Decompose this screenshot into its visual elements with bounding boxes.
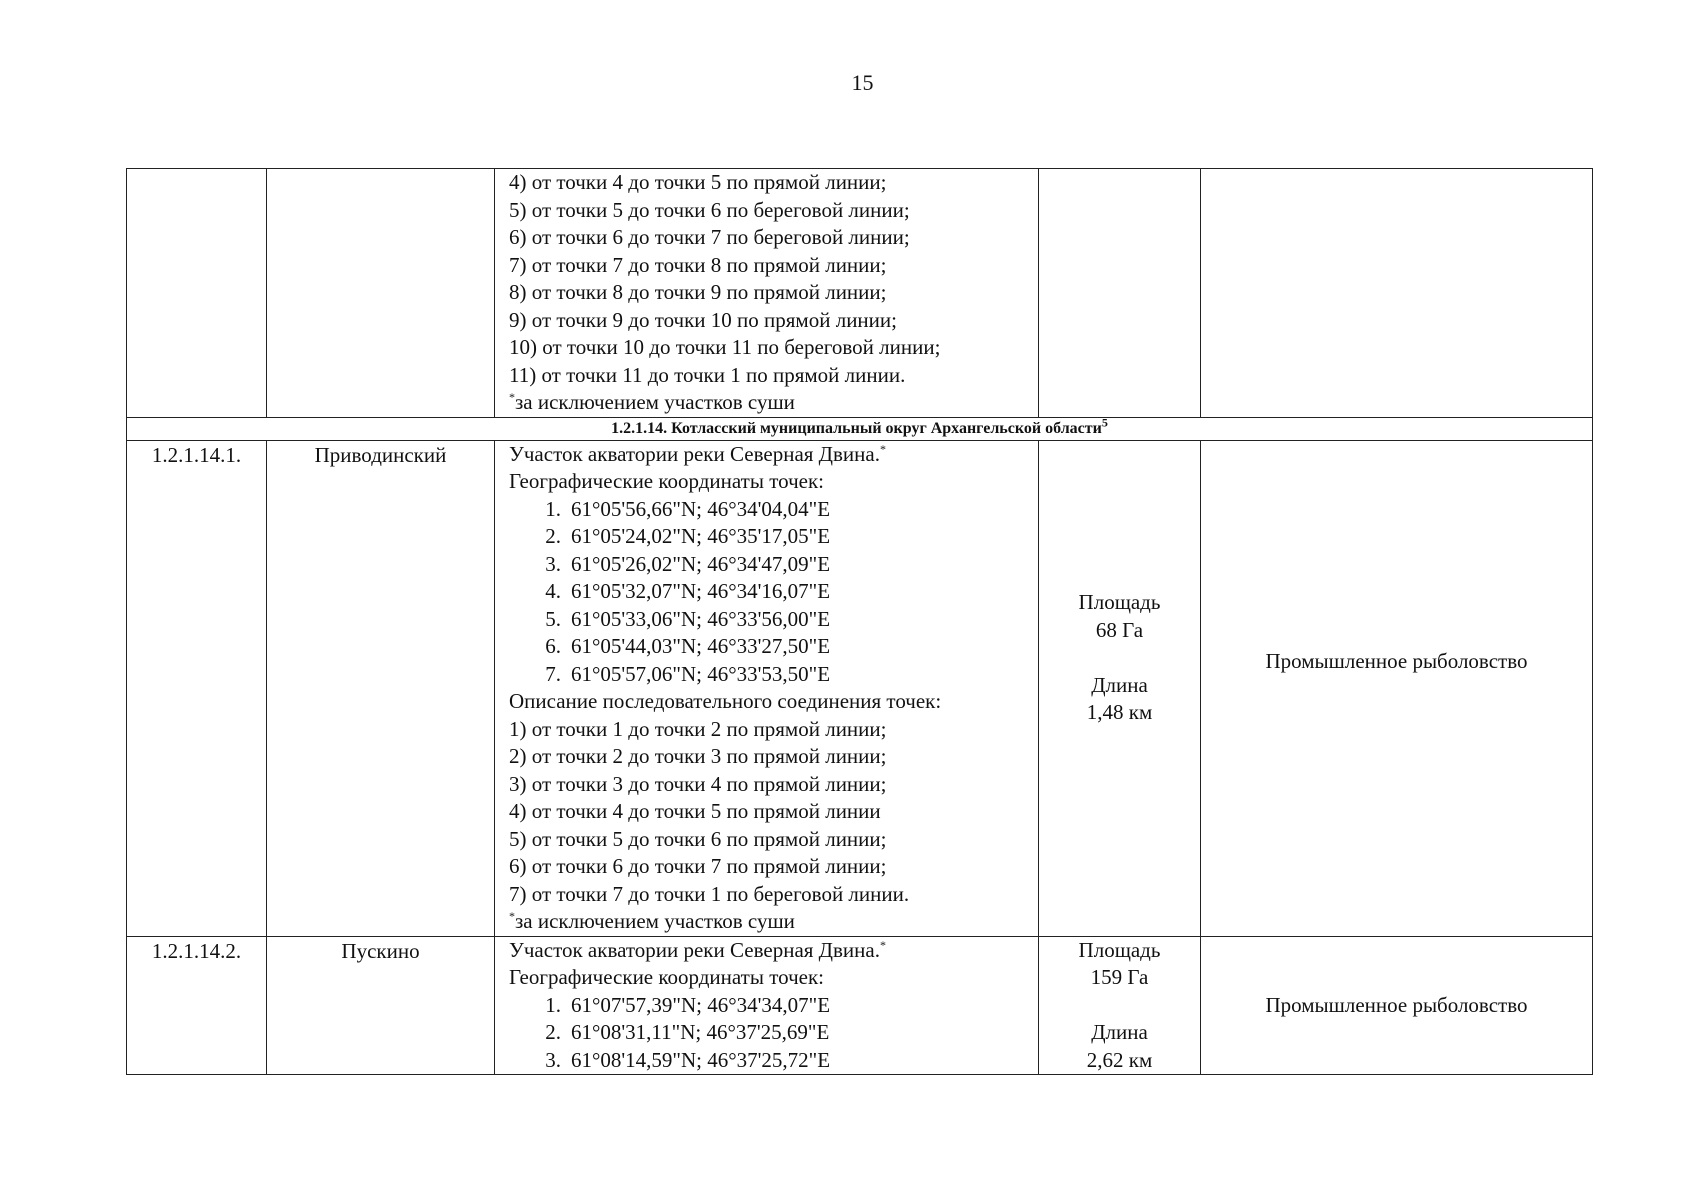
connection-line: 7) от точки 7 до точки 8 по прямой линии; xyxy=(509,252,887,277)
coords-heading: Географические координаты точек: xyxy=(509,469,824,493)
footnote-line: *за исключением участков суши xyxy=(509,909,795,933)
connection-heading: Описание последовательного соединения точек: xyxy=(509,689,942,713)
table-row xyxy=(127,440,1593,936)
connection-line: 9) от точки 9 до точки 10 по прямой линии; xyxy=(509,307,897,332)
row-name: Приводинский xyxy=(267,440,495,936)
list-item: 3. 61°05'26,02"N; 46°34'47,09"E xyxy=(545,551,831,576)
usage-text: Промышленное рыболовство xyxy=(1265,649,1528,673)
table-row-continuation xyxy=(127,169,1593,418)
list-item: 1. 61°07'57,39"N; 46°34'34,07"E xyxy=(545,992,831,1017)
list-item: 2. 61°08'31,11"N; 46°37'25,69"E xyxy=(545,1020,830,1044)
connection-line: 5) от точки 5 до точки 6 по береговой линии; xyxy=(509,197,910,222)
table-row xyxy=(127,936,1593,1075)
footnote-text: за исключением участков суши xyxy=(515,390,795,414)
list-item: 4. 61°05'32,07"N; 46°34'16,07"E xyxy=(545,579,831,603)
length-label: Длина xyxy=(1091,1020,1148,1044)
connection-line: 3) от точки 3 до точки 4 по прямой линии; xyxy=(509,771,887,796)
cell-size xyxy=(1039,936,1201,1075)
section-title: 1.2.1.14. Котласский муниципальный округ Архангельской области$^5$ xyxy=(127,417,1593,440)
size-block xyxy=(1039,937,1200,1075)
connection-line: 1) от точки 1 до точки 2 по прямой линии; xyxy=(509,716,887,741)
connection-line: 11) от точки 11 до точки 1 по прямой линии. xyxy=(509,362,906,387)
connection-line: 4) от точки 4 до точки 5 по прямой линии; xyxy=(509,170,887,194)
section-note-mark: 5 xyxy=(1101,415,1108,430)
cell-name-empty xyxy=(267,169,495,418)
list-item: 6. 61°05'44,03"N; 46°33'27,50"E xyxy=(545,634,831,658)
connection-line: 10) от точки 10 до точки 11 по береговой линии; xyxy=(509,335,941,359)
list-item: 3. 61°08'14,59"N; 46°37'25,72"E xyxy=(545,1047,831,1072)
row-number: 1.2.1.14.2. xyxy=(127,936,267,1075)
intro-mark: * xyxy=(879,441,886,456)
cell-usage-empty xyxy=(1201,169,1593,418)
area-value: 68 Га xyxy=(1095,617,1144,642)
page-number: 15 xyxy=(851,70,874,95)
coords-list xyxy=(509,496,1038,689)
intro-line: Участок акватории реки Северная Двина.* xyxy=(509,937,886,962)
connection-line: 6) от точки 6 до точки 7 по прямой линии; xyxy=(509,854,887,878)
cell-size xyxy=(1039,440,1201,936)
list-item: 2. 61°05'24,02"N; 46°35'17,05"E xyxy=(545,524,831,548)
intro-line: Участок акватории реки Северная Двина.* xyxy=(509,441,886,466)
coords-list xyxy=(509,992,1038,1075)
cell-usage xyxy=(1201,440,1593,936)
zones-table xyxy=(126,168,1593,1075)
size-block xyxy=(1039,589,1200,727)
connection-line: 6) от точки 6 до точки 7 по береговой линии; xyxy=(509,225,910,249)
cell-description xyxy=(495,936,1039,1075)
length-label: Длина xyxy=(1091,672,1148,697)
row-name: Пускино xyxy=(267,936,495,1075)
footnote-mark: * xyxy=(509,390,515,404)
length-value: 2,62 км xyxy=(1086,1047,1153,1072)
connection-line: 5) от точки 5 до точки 6 по прямой линии; xyxy=(509,826,887,851)
connection-line: 4) от точки 4 до точки 5 по прямой линии xyxy=(509,799,881,823)
connection-line: 8) от точки 8 до точки 9 по прямой линии; xyxy=(509,280,887,304)
area-value: 159 Га xyxy=(1090,965,1149,989)
cell-number-empty xyxy=(127,169,267,418)
row-number: 1.2.1.14.1. xyxy=(127,440,267,936)
list-item: 1. 61°05'56,66"N; 46°34'04,04"E xyxy=(545,496,831,521)
section-header-row xyxy=(127,417,1593,440)
area-label: Площадь xyxy=(1078,937,1161,962)
usage-text: Промышленное рыболовство xyxy=(1265,992,1528,1017)
cell-size-empty xyxy=(1039,169,1201,418)
footnote-line xyxy=(509,389,1038,417)
area-label: Площадь xyxy=(1078,590,1161,615)
cell-description xyxy=(495,440,1039,936)
cell-usage xyxy=(1201,936,1593,1075)
connection-line: 2) от точки 2 до точки 3 по прямой линии; xyxy=(509,744,887,768)
length-value: 1,48 км xyxy=(1086,700,1153,725)
list-item: 7. 61°05'57,06"N; 46°33'53,50"E xyxy=(545,661,831,686)
list-item: 5. 61°05'33,06"N; 46°33'56,00"E xyxy=(545,606,831,631)
cell-description-continuation xyxy=(495,169,1039,418)
coords-heading: Географические координаты точек: xyxy=(509,965,824,989)
connection-line: 7) от точки 7 до точки 1 по береговой линии. xyxy=(509,881,910,906)
